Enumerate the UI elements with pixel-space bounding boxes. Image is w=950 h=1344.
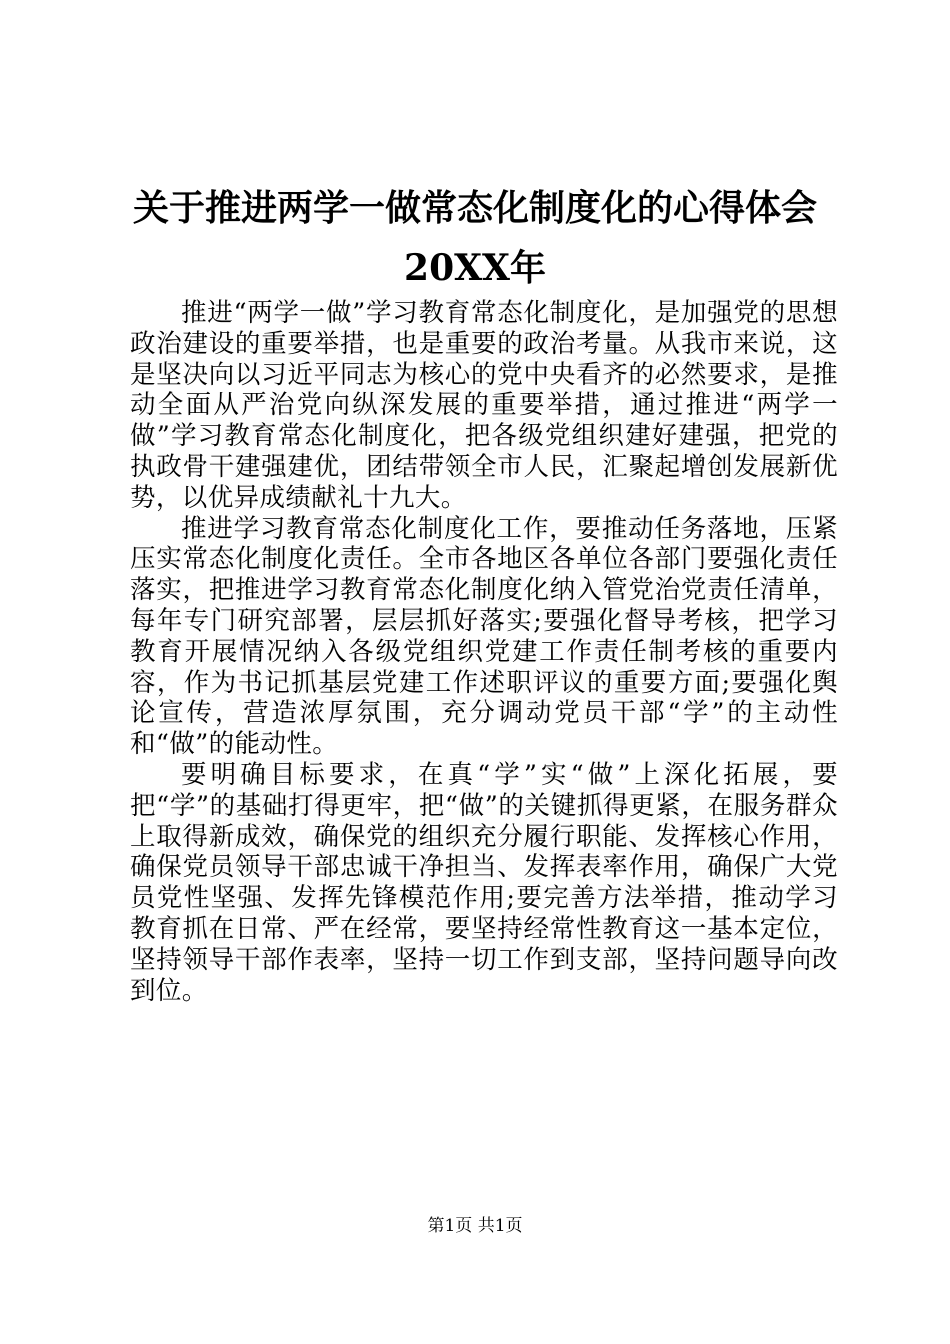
page-footer: 第1页 共1页 xyxy=(427,1216,523,1236)
document-title-year: 20XX年 xyxy=(404,247,546,289)
paragraph-3: 要明确目标要求，在真“学”实“做”上深化拓展，要把“学”的基础打得更牢，把“做”的关键抓得更紧，在服务群众上取得新成效，确保党的组织充分履行职能、发挥核心作用，确保党员领导干部忠诚干净担当、发挥表率作用，确保广大党员党性坚强、发挥先锋模范作用;要完善方法举措，推动学习教育抓在日常、严在经常，要坚持经常性教育这一基本定位，坚持领导干部作表率，坚持一切工作到支部，坚持问题导向改到位。 xyxy=(130,759,838,1006)
document-title: 关于推进两学一做常态化制度化的心得体会 xyxy=(132,187,817,229)
document-body xyxy=(130,298,838,1006)
paragraph-1: 推进“两学一做”学习教育常态化制度化，是加强党的思想政治建设的重要举措，也是重要的政治考量。从我市来说，这是坚决向以习近平同志为核心的党中央看齐的必然要求，是推动全面从严治党向纵深发展的重要举措，通过推进“两学一做”学习教育常态化制度化，把各级党组织建好建强，把党的执政骨干建强建优，团结带领全市人民，汇聚起增创发展新优势，以优异成绩献礼十九大。 xyxy=(130,298,838,513)
paragraph-2: 推进学习教育常态化制度化工作，要推动任务落地，压紧压实常态化制度化责任。全市各地区各单位各部门要强化责任落实，把推进学习教育常态化制度化纳入管党治党责任清单，每年专门研究部署，层层抓好落实;要强化督导考核，把学习教育开展情况纳入各级党组织党建工作责任制考核的重要内容，作为书记抓基层党建工作述职评议的重要方面;要强化舆论宣传，营造浓厚氛围，充分调动党员干部“学”的主动性和“做”的能动性。 xyxy=(130,513,838,760)
